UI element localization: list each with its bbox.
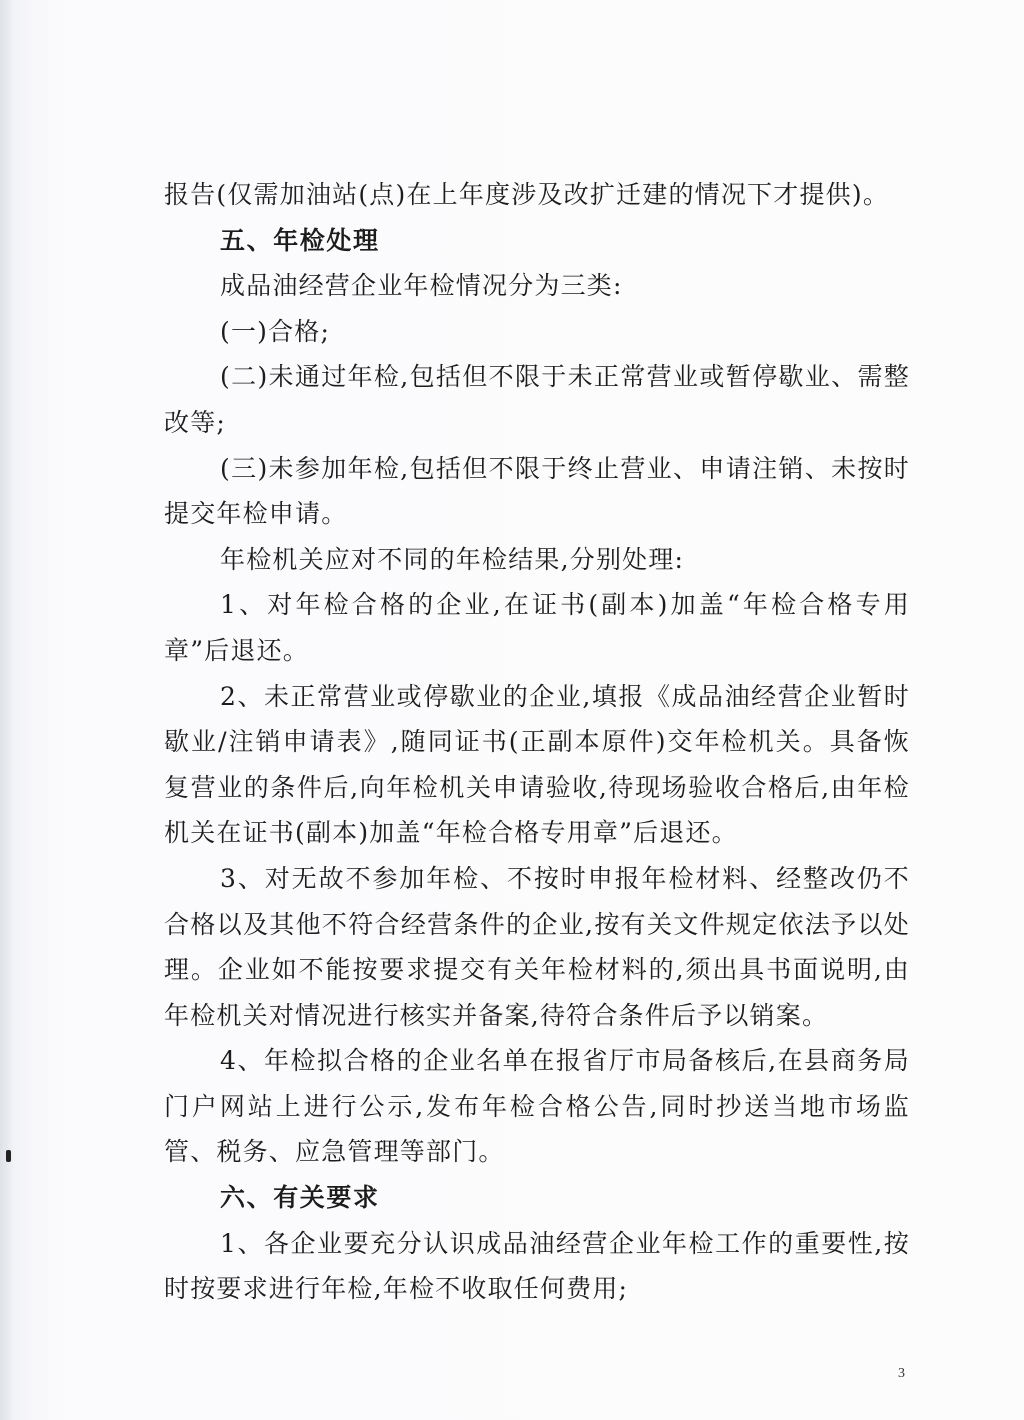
paragraph-category-not-participated: (三)未参加年检,包括但不限于终止营业、申请注销、未按时提交年检申请。: [164, 453, 910, 529]
binding-hole-mark: [6, 1150, 11, 1162]
paragraph-category-passed: (一)合格;: [220, 316, 331, 346]
document-body: [164, 172, 910, 1312]
page-number: 3: [898, 1366, 905, 1381]
scan-shadow-edge: [0, 0, 14, 1420]
paragraph-requirement-item-1: 1、各企业要充分认识成品油经营企业年检工作的重要性,按时按要求进行年检,年检不收取任何费用;: [164, 1228, 910, 1304]
paragraph-handling-item-3: 3、对无故不参加年检、不按时申报年检材料、经整改仍不合格以及其他不符合经营条件的企业,按有关文件规定依法予以处理。企业如不能按要求提交有关年检材料的,须出具书面说明,由年检机关对情况进行核实并备案,待符合条件后予以销案。: [164, 863, 910, 1030]
paragraph-report-continuation: 报告(仅需加油站(点)在上年度涉及改扩迁建的情况下才提供)。: [164, 180, 890, 209]
section-heading-annual-inspection-handling: 五、年检处理: [220, 225, 380, 255]
paragraph-handling-intro: 年检机关应对不同的年检结果,分别处理:: [220, 544, 685, 574]
paragraph-category-failed: (二)未通过年检,包括但不限于未正常营业或暂停歇业、需整改等;: [164, 362, 910, 437]
paragraph-handling-item-4: 4、年检拟合格的企业名单在报省厅市局备核后,在县商务局门户网站上进行公示,发布年检合格公告,同时抄送当地市场监管、税务、应急管理等部门。: [164, 1046, 910, 1167]
paragraph-handling-item-2: 2、未正常营业或停歇业的企业,填报《成品油经营企业暂时歇业/注销申请表》,随同证书(正副本原件)交年检机关。具备恢复营业的条件后,向年检机关申请验收,待现场验收合格后,由年检机关在证书(副本)加盖“年检合格专用章”后退还。: [164, 681, 910, 848]
paragraph-handling-item-1: 1、对年检合格的企业,在证书(副本)加盖“年检合格专用章”后退还。: [164, 590, 910, 665]
paragraph-inspection-categories-intro: 成品油经营企业年检情况分为三类:: [220, 271, 623, 301]
section-heading-requirements: 六、有关要求: [220, 1183, 380, 1213]
